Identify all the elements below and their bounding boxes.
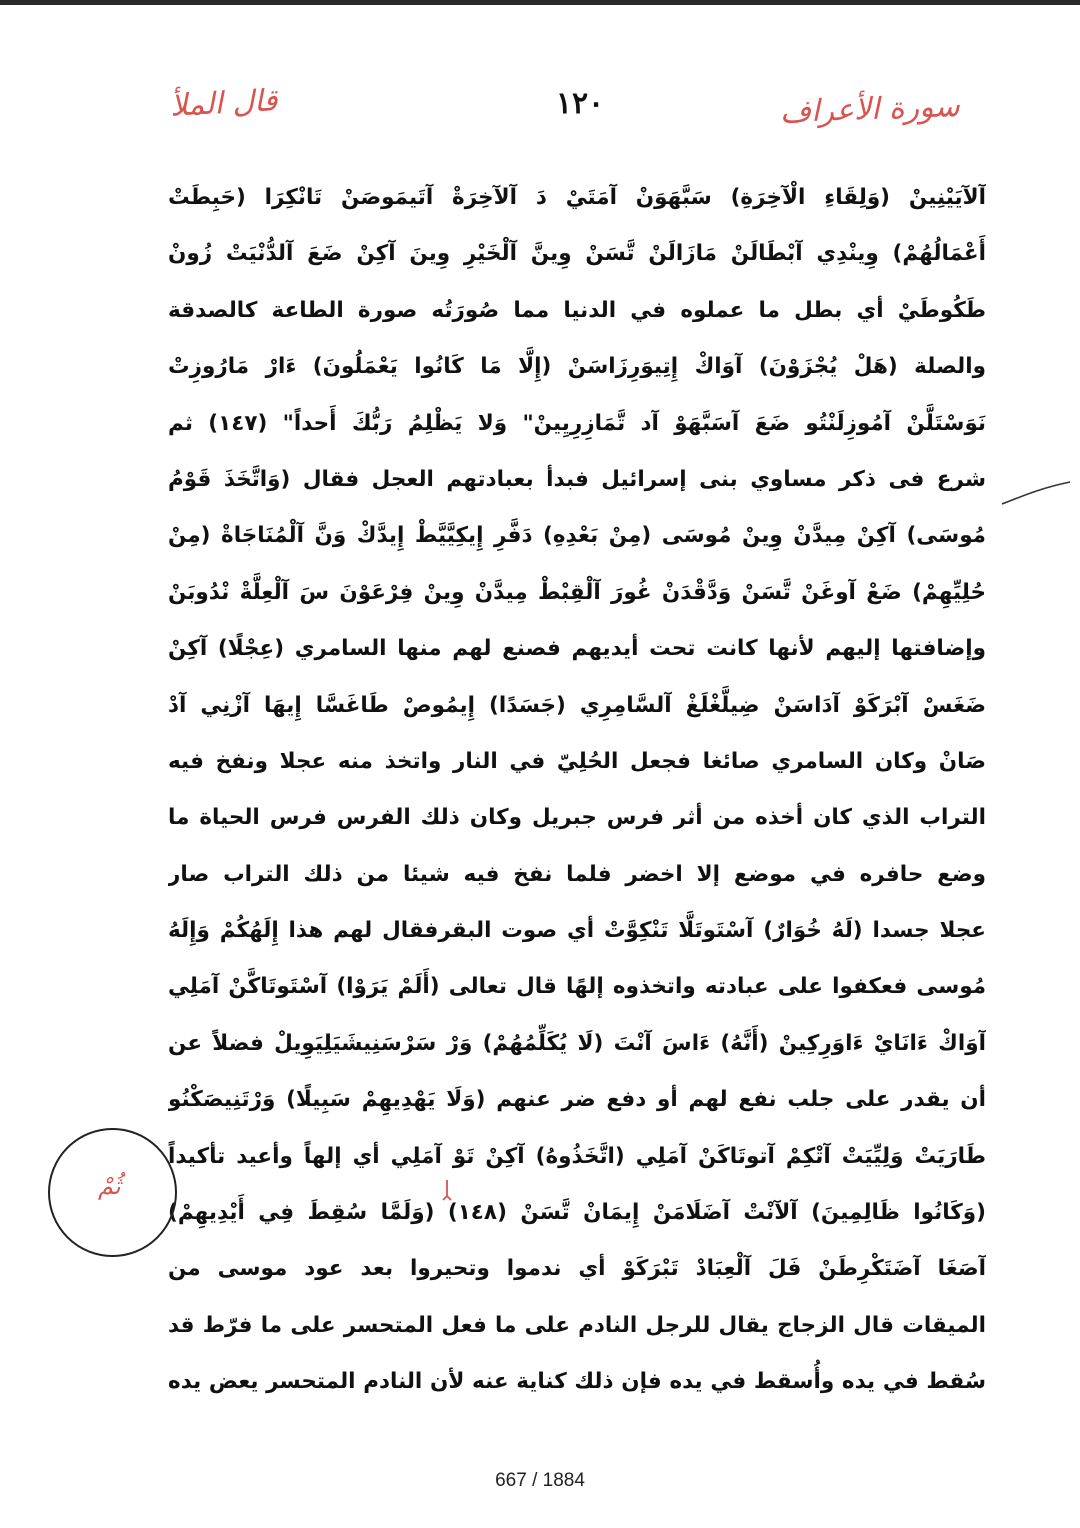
- text-line: التراب الذي كان أخذه من أثر فرس جبريل وكان ذلك الفرس فرس الحياة ما: [168, 805, 986, 831]
- text-line: الميقات قال الزجاج يقال للرجل النادم على ما فعل المتحسر على ما فرّط قد: [168, 1312, 986, 1338]
- text-line: سُقط في يده وأُسقط في يده فإن ذلك كناية عنه لأن النادم المتحسر يعض يده: [168, 1369, 986, 1395]
- text-line: وضع حافره في موضع إلا اخضر فلما نفخ فيه شيئا من ذلك التراب صار: [168, 861, 986, 887]
- text-line: ضَغَسْ آبْرَكَوْ آدَاسَنْ ضِيلَّغْلَغْ آلسَّامِرِي (جَسَدًا) إِيمُوصْ طَاغَسَّا إِيهَا آزْنِي آدْ: [168, 692, 986, 718]
- text-line: أَعْمَالُهُمْ) وِينْدِي آبْطَالَنْ مَازَالَنْ تَّسَنْ وِينَّ آلْخَيْرِ وِينَ آكِنْ ضَعَ آلدُّنْيَتْ زُونْ: [168, 241, 986, 267]
- text-line: أن يقدر على جلب نفع لهم أو دفع ضر عنهم (وَلَا يَهْدِيهِمْ سَبِيلًا) وَرْتَنِيصَكْنُو: [168, 1087, 986, 1113]
- text-line: عجلا جسدا (لَهُ خُوَارٌ) آسْتَوتَلَّا تَنْكِوَّتْ أي صوت البقرفقال لهم هذا إِلَهُكُمْ وَإِلَهُ: [168, 918, 986, 944]
- text-line: حُلِيِّهِمْ) ضَعْ آوغَنْ تَّسَنْ وَدَّقْدَنْ غُورَ آلْقِبْطْ مِيدَّنْ وِينْ فِرْعَوْنَ سَ آلْعِلَّةْ نْدُوبَنْ: [168, 579, 986, 605]
- text-line: آوَاكْ ءَانَايْ ءَاوَرِكِينْ (أَنَّهُ) ءَاسَ آنْتَ (لَا يُكَلِّمُهُمْ) وَرْ سَرْسَنِيشَيَلِيَوِيلْ فضلاً عن: [168, 1030, 986, 1056]
- text-line: آلآيَيْنِينْ (وَلِقَاءِ الْآخِرَةِ) سَبَّهَوَنْ آمَتَيْ دَ آلآخِرَةْ آتَيمَوصَنْ تَانْكِرَا (حَبِطَتْ: [168, 185, 986, 210]
- page-number: ١٢٠: [555, 86, 605, 121]
- text-line: نَوَسْتَلَّنْ آمُوزِلَنْتُو ضَعَ آسَبَّهَوْ آد تَّمَازِرِيِينْ" وَلا يَظْلِمُ رَبُّكَ أَحداً" (١٤٧) ثم: [168, 410, 986, 436]
- handwritten-surah-title: سورة الأعراف: [779, 88, 961, 131]
- text-line: آصَغَا آضَتَكْرِطَنْ فَلَ آلْعِبَادْ تَبْرَكَوْ أي ندموا وتحيروا بعد عود موسى من: [168, 1256, 986, 1282]
- handwritten-header-note: قال الملأ: [169, 83, 279, 124]
- body-text: [168, 170, 986, 1411]
- text-line: شرع فى ذكر مساوي بنى إسرائيل فبدأ بعبادتهم العجل فقال (وَاتَّخَذَ قَوْمُ: [168, 466, 986, 492]
- page-indicator: 667 / 1884: [495, 1470, 585, 1491]
- text-line: مُوسى فعكفوا على عبادته واتخذوه إلهًا قال تعالى (أَلَمْ يَرَوْا) آسْتَوتَاكَّنْ آمَلِي: [168, 974, 986, 1000]
- text-line: صَانْ وكان السامري صائغا فجعل الحُلِيّ في النار واتخذ منه عجلا ونفخ فيه: [168, 748, 986, 774]
- text-line: طَكُوطَيْ أي بطل ما عملوه في الدنيا مما صُورَتُه صورة الطاعة كالصدقة: [168, 297, 986, 323]
- insertion-caret-icon: [442, 1178, 452, 1204]
- margin-pen-stroke-icon: [1000, 478, 1072, 508]
- handwritten-margin-note: ثُمْ: [98, 1172, 121, 1200]
- text-line: (وَكَانُوا ظَالِمِينَ) آلآنْتْ آضَلَامَنْ إِيمَانْ تَّسَنْ (١٤٨) (وَلَمَّا سُقِطَ فِي أَيْدِيهِمْ): [168, 1200, 986, 1226]
- text-line: طَارَيَتْ وَلِيِّيَتْ آتْكِمْ آتوتَاكَنْ آمَلِي (اتَّخَذُوهُ) آكِنْ تَوْ آمَلِي أي إلهاً وأعيد تأكيداً: [168, 1143, 986, 1169]
- text-line: مُوسَى) آكِنْ مِيدَّنْ وِينْ مُوسَى (مِنْ بَعْدِهِ) دَفَّرِ إِيكِيَّيَّطْ إِيدَّكْ وَنَّ آلْمُنَاجَاةْ (مِنْ: [168, 523, 986, 549]
- text-line: وإضافتها إليهم لأنها كانت تحت أيديهم فصنع لهم منها السامري (عِجْلًا) آكِنْ: [168, 636, 986, 662]
- text-line: والصلة (هَلْ يُجْزَوْنَ) آوَاكْ إِتِيوَرِزَاسَنْ (إِلَّا مَا كَانُوا يَعْمَلُونَ) ءَارْ مَارُوزِتْ: [168, 354, 986, 380]
